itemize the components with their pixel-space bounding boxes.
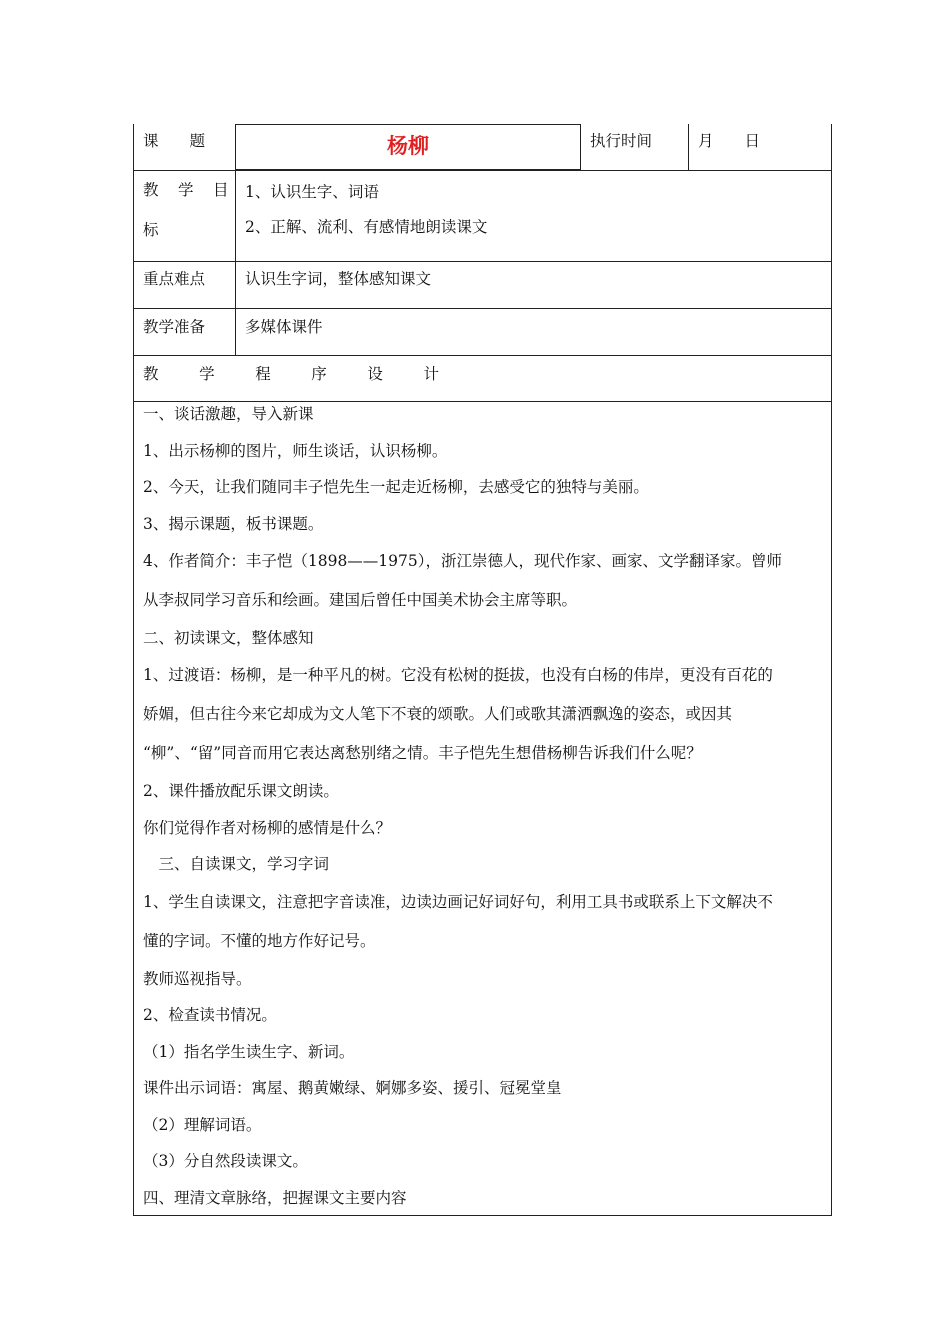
column-divider — [580, 124, 581, 170]
body-line: 2、课件播放配乐课文朗读。 — [143, 782, 339, 800]
body-line: 二、初读课文，整体感知 — [143, 629, 314, 647]
body-line: 教师巡视指导。 — [143, 969, 252, 988]
body-line: 四、理清文章脉络，把握课文主要内容 — [143, 1188, 407, 1207]
goals-label-line2: 标 — [143, 221, 159, 239]
key-points-label: 重点难点 — [143, 270, 206, 288]
body-line: 1、学生自读课文，注意把字音读准，边读边画记好词好句，利用工具书或联系上下文解决不 — [143, 892, 773, 911]
row-divider — [133, 170, 832, 171]
body-line: 1、过渡语：杨柳，是一种平凡的树。它没有松树的挺拔，也没有白杨的伟岸，更没有百花的 — [143, 666, 773, 684]
topic-label: 课 题 — [143, 132, 206, 150]
preparation-value: 多媒体课件 — [245, 318, 323, 336]
body-line: 课件出示词语：寓屋、鹅黄嫩绿、婀娜多姿、援引、冠冕堂皇 — [143, 1079, 562, 1097]
exec-time-label: 执行时间 — [590, 132, 653, 150]
design-heading: 教 学 程 序 设 计 — [143, 365, 443, 383]
body-line: 从李叔同学习音乐和绘画。建国后曾任中国美术协会主席等职。 — [143, 591, 578, 609]
row-divider — [133, 261, 832, 262]
date-label: 月 日 — [698, 132, 761, 150]
body-line: 三、自读课文，学习字词 — [143, 855, 330, 873]
key-points-value: 认识生字词，整体感知课文 — [245, 270, 432, 288]
body-line: 娇媚，但古往今来它却成为文人笔下不衰的颂歌。人们或歌其潇洒飘逸的姿态，或因其 — [143, 705, 733, 723]
lesson-body — [143, 396, 827, 1216]
table-border-right — [831, 124, 832, 1216]
preparation-label: 教学准备 — [143, 318, 206, 336]
table-border-top — [235, 124, 581, 125]
goal-item: 1、认识生字、词语 — [245, 183, 379, 201]
body-line: 2、检查读书情况。 — [143, 1006, 277, 1024]
table-border-left — [133, 124, 134, 1216]
body-line: 1、出示杨柳的图片，师生谈话，认识杨柳。 — [143, 441, 448, 460]
body-line: 你们觉得作者对杨柳的感情是什么？ — [143, 818, 392, 837]
goals-label-line1: 教 学 目 — [143, 181, 231, 199]
body-line: （2）理解词语。 — [143, 1115, 262, 1134]
body-line: （3）分自然段读课文。 — [143, 1152, 308, 1170]
body-line: “柳”、“留”同音而用它表达离愁别绪之情。丰子恺先生想借杨柳告诉我们什么呢？ — [143, 744, 702, 762]
body-line: 一、谈话激趣，导入新课 — [143, 405, 314, 423]
row-divider — [133, 355, 832, 356]
goal-item: 2、正解、流利、有感情地朗读课文 — [245, 218, 488, 236]
body-line: 2、今天，让我们随同丰子恺先生一起走近杨柳，去感受它的独特与美丽。 — [143, 478, 649, 496]
body-line: 懂的字词。不懂的地方作好记号。 — [143, 931, 376, 950]
lesson-title: 杨柳 — [387, 133, 429, 158]
row-divider — [133, 308, 832, 309]
body-line: 3、揭示课题，板书课题。 — [143, 514, 324, 533]
column-divider — [688, 124, 689, 170]
body-line: （1）指名学生读生字、新词。 — [143, 1042, 355, 1061]
body-line: 4、作者简介：丰子恺（1898——1975），浙江崇德人，现代作家、画家、文学翻译家。曾师 — [143, 552, 783, 570]
